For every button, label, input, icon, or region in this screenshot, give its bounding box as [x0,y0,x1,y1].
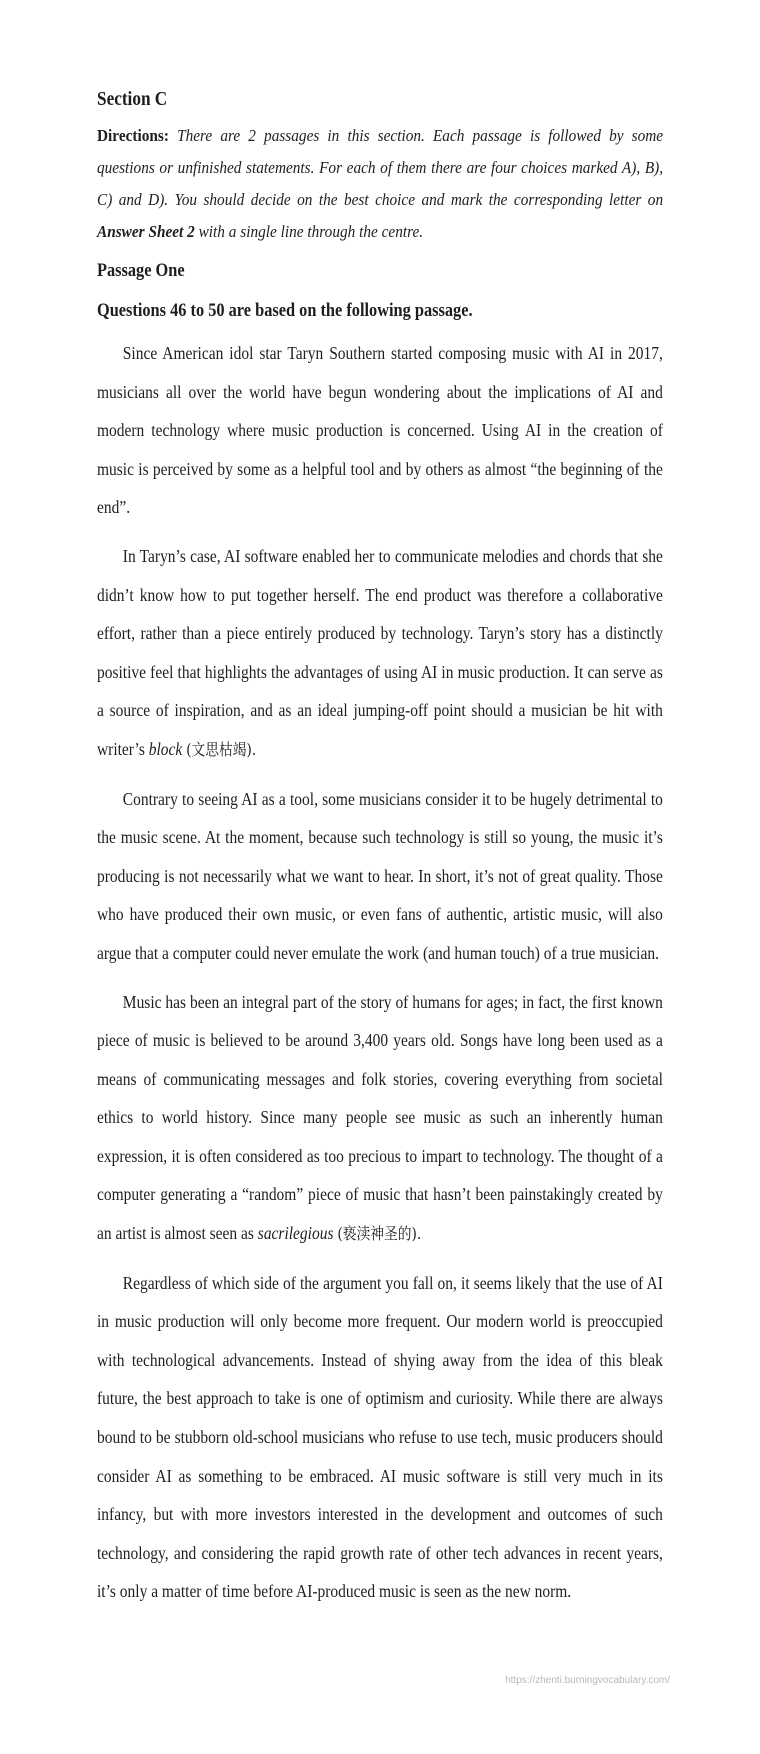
exam-page [97,86,663,1621]
paragraph-2-italic: block [148,738,183,759]
directions [97,120,663,248]
paragraph-5: Regardless of which side of the argument you fall on, it seems likely that the use of AI in music production will only become more frequent. Our modern world is preoccupied with technological advancements. Instead of shying away from the idea of this bleak future, the best approach to take is one of optimism and curiosity. While there are always bound to be stubborn old-school musicians who refuse to use tech, music producers should consider AI as something to be embraced. AI music software is still very much in its infancy, but with more investors interested in the development and outcomes of such technology, and considering the rapid growth rate of other tech advances in recent years, it’s only a matter of time before AI-produced music is seen as the new norm. [97,1272,663,1602]
footer-url: https://zhenti.burningvocabulary.com/ [505,1675,670,1686]
section-title: Section C [97,88,168,110]
directions-text-end: with a single line through the centre. [198,222,424,241]
paragraph-4-gloss: (亵渎神圣的). [337,1224,422,1244]
paragraph-3: Contrary to seeing AI as a tool, some musicians consider it to be hugely detrimental to the music scene. At the moment, because such technology is still so young, the music it’s producing is not necessarily what we want to hear. In short, it’s not of great quality. Those who have produced their own music, or even fans of authentic, artistic music, will also argue that a computer could never emulate the work (and human touch) of a true musician. [97,788,663,963]
paragraph-4-italic: sacrilegious [257,1223,334,1244]
answer-sheet-label: Answer Sheet 2 [97,222,195,241]
questions-line: Questions 46 to 50 are based on the following passage. [97,300,473,321]
passage-name: Passage One [97,260,185,281]
paragraph-2 [97,537,663,770]
paragraph-2-gloss: (文思枯竭). [186,739,257,759]
directions-label: Directions: [97,126,169,145]
directions-text: There are 2 passages in this section. Each passage is followed by some questions or unfinished statements. For each of them there are four choices marked A), B), C) and D). You should decide on the best choice and mark the corresponding letter on [97,126,664,209]
paragraph-4 [97,983,663,1254]
paragraph-1: Since American idol star Taryn Southern started composing music with AI in 2017, musicians all over the world have begun wondering about the implications of AI and modern technology where music production is concerned. Using AI in the creation of music is perceived by some as a helpful tool and by others as almost “the beginning of the end”. [97,343,663,518]
paragraph-4-text: Music has been an integral part of the story of humans for ages; in fact, the first known piece of music is believed to be around 3,400 years old. Songs have long been used as a means of communicating messages and folk stories, covering everything from societal ethics to world history. Since many people see music as such an inherently human expression, it is often considered as too precious to impart to technology. The thought of a computer generating a “random” piece of music that hasn’t been painstakingly created by an artist is almost seen as [97,991,663,1244]
paragraph-2-text: In Taryn’s case, AI software enabled her to communicate melodies and chords that she didn’t know how to put together herself. The end product was therefore a collaborative effort, rather than a piece entirely produced by technology. Taryn’s story has a distinctly positive feel that highlights the advantages of using AI in music production. It can serve as a source of inspiration, and as an ideal jumping-off point should a musician be hit with writer’s [97,545,663,759]
